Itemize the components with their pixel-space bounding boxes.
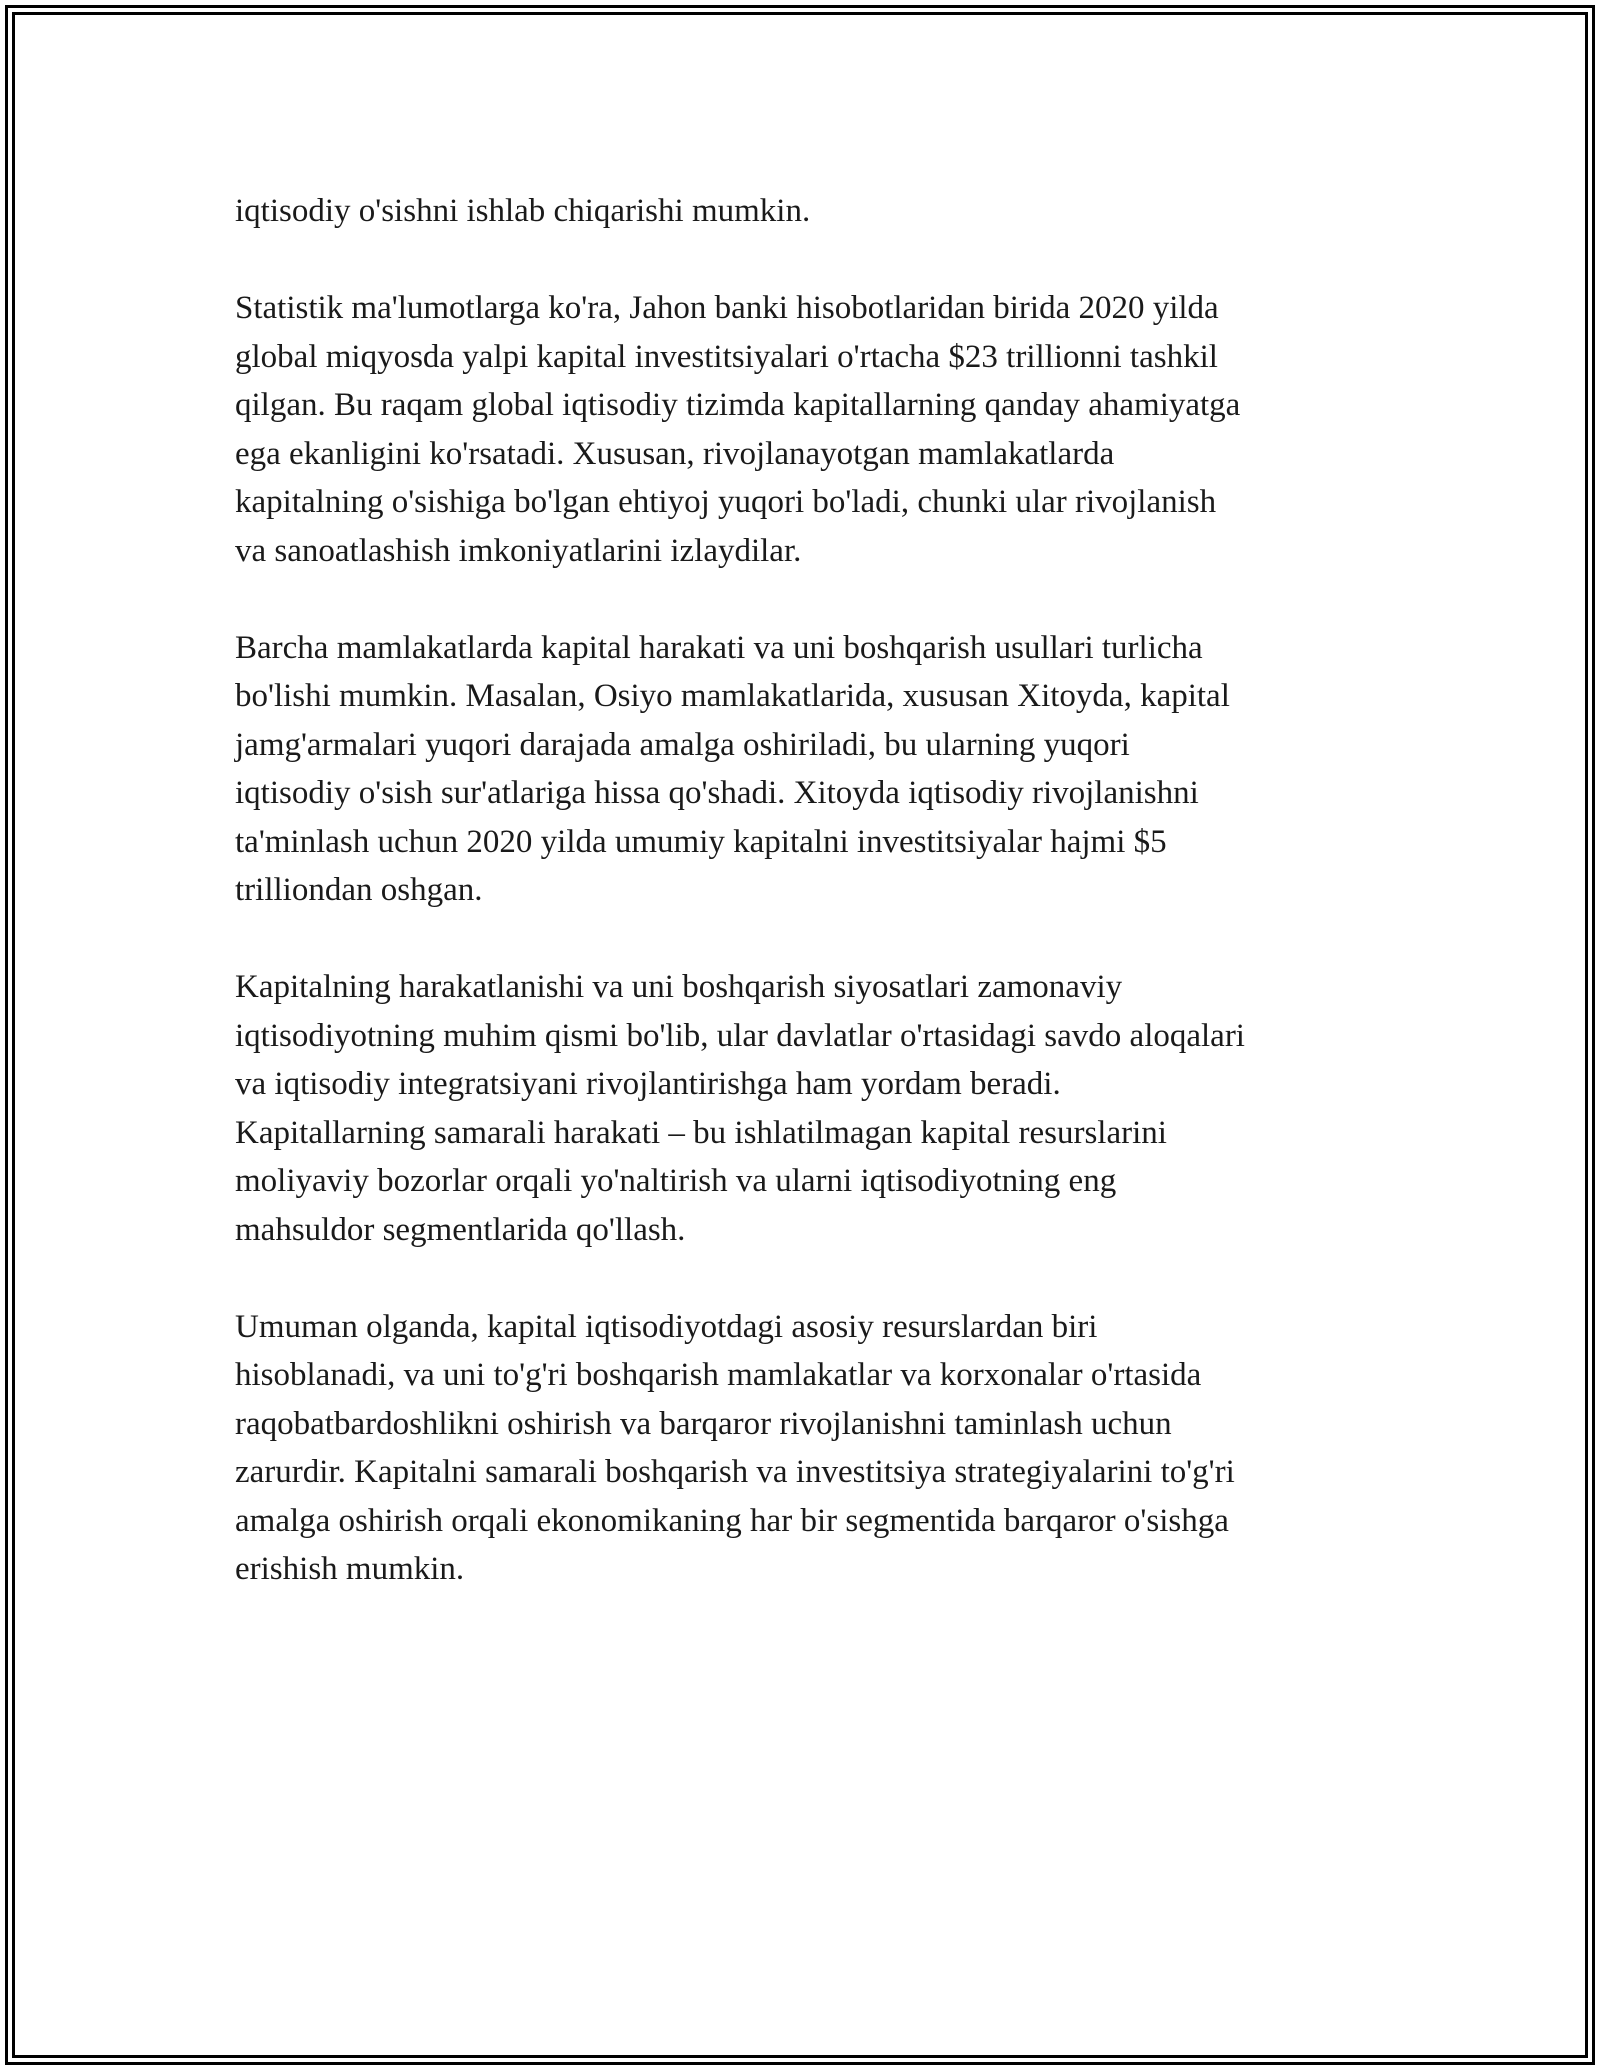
text-line: ega ekanligini ko'rsatadi. Xususan, rivojlanayotgan mamlakatlarda	[235, 435, 1115, 472]
text-line: amalga oshirish orqali ekonomikaning har bir segmentida barqaror o'sishga	[235, 1502, 1229, 1539]
paragraph-5	[235, 1303, 1385, 1594]
text-line: va iqtisodiy integratsiyani rivojlantirishga ham yordam beradi.	[235, 1066, 1061, 1102]
text-line: Kapitallarning samarali harakati – bu ishlatilmagan kapital resurslarini	[235, 1114, 1167, 1151]
text-line: kapitalning o'sishiga bo'lgan ehtiyoj yuqori bo'ladi, chunki ular rivojlanish	[235, 484, 1217, 520]
paragraph-1	[235, 187, 1385, 236]
document-body	[235, 187, 1385, 1642]
text-line: moliyaviy bozorlar orqali yo'naltirish va ularni iqtisodiyotning eng	[235, 1163, 1117, 1199]
text-line: ta'minlash uchun 2020 yilda umumiy kapitalni investitsiyalar hajmi $5	[235, 823, 1167, 860]
text-line: hisoblanadi, va uni to'g'ri boshqarish mamlakatlar va korxonalar o'rtasida	[235, 1357, 1202, 1393]
paragraph-3	[235, 624, 1385, 915]
text-line: qilgan. Bu raqam global iqtisodiy tizimda kapitallarning qanday ahamiyatga	[235, 387, 1241, 423]
text-line: Barcha mamlakatlarda kapital harakati va uni boshqarish usullari turlicha	[235, 629, 1203, 666]
text-line: trilliondan oshgan.	[235, 872, 483, 908]
text-line: Statistik ma'lumotlarga ko'ra, Jahon banki hisobotlaridan birida 2020 yilda	[235, 290, 1219, 326]
text-line: zarurdir. Kapitalni samarali boshqarish va investitsiya strategiyalarini to'g'ri	[235, 1454, 1235, 1490]
paragraph-2	[235, 284, 1385, 575]
text-line: Kapitalning harakatlanishi va uni boshqarish siyosatlari zamonaviy	[235, 969, 1123, 1005]
text-line: erishish mumkin.	[235, 1551, 465, 1587]
text-line: iqtisodiy o'sishni ishlab chiqarishi mumkin.	[235, 193, 811, 229]
text-line: jamg'armalari yuqori darajada amalga oshiriladi, bu ularning yuqori	[235, 726, 1130, 763]
text-line: global miqyosda yalpi kapital investitsiyalari o'rtacha $23 trillionni tashkil	[235, 338, 1218, 375]
paragraph-4	[235, 963, 1385, 1254]
text-line: iqtisodiyotning muhim qismi bo'lib, ular davlatlar o'rtasidagi savdo aloqalari	[235, 1017, 1245, 1054]
text-line: bo'lishi mumkin. Masalan, Osiyo mamlakatlarida, xususan Xitoyda, kapital	[235, 678, 1230, 714]
text-line: raqobatbardoshlikni oshirish va barqaror rivojlanishni taminlash uchun	[235, 1405, 1172, 1442]
text-line: va sanoatlashish imkoniyatlarini izlaydilar.	[235, 532, 802, 569]
text-line: Umuman olganda, kapital iqtisodiyotdagi asosiy resurslardan biri	[235, 1308, 1098, 1345]
text-line: iqtisodiy o'sish sur'atlariga hissa qo'shadi. Xitoyda iqtisodiy rivojlanishni	[235, 775, 1199, 811]
text-line: mahsuldor segmentlarida qo'llash.	[235, 1211, 686, 1248]
